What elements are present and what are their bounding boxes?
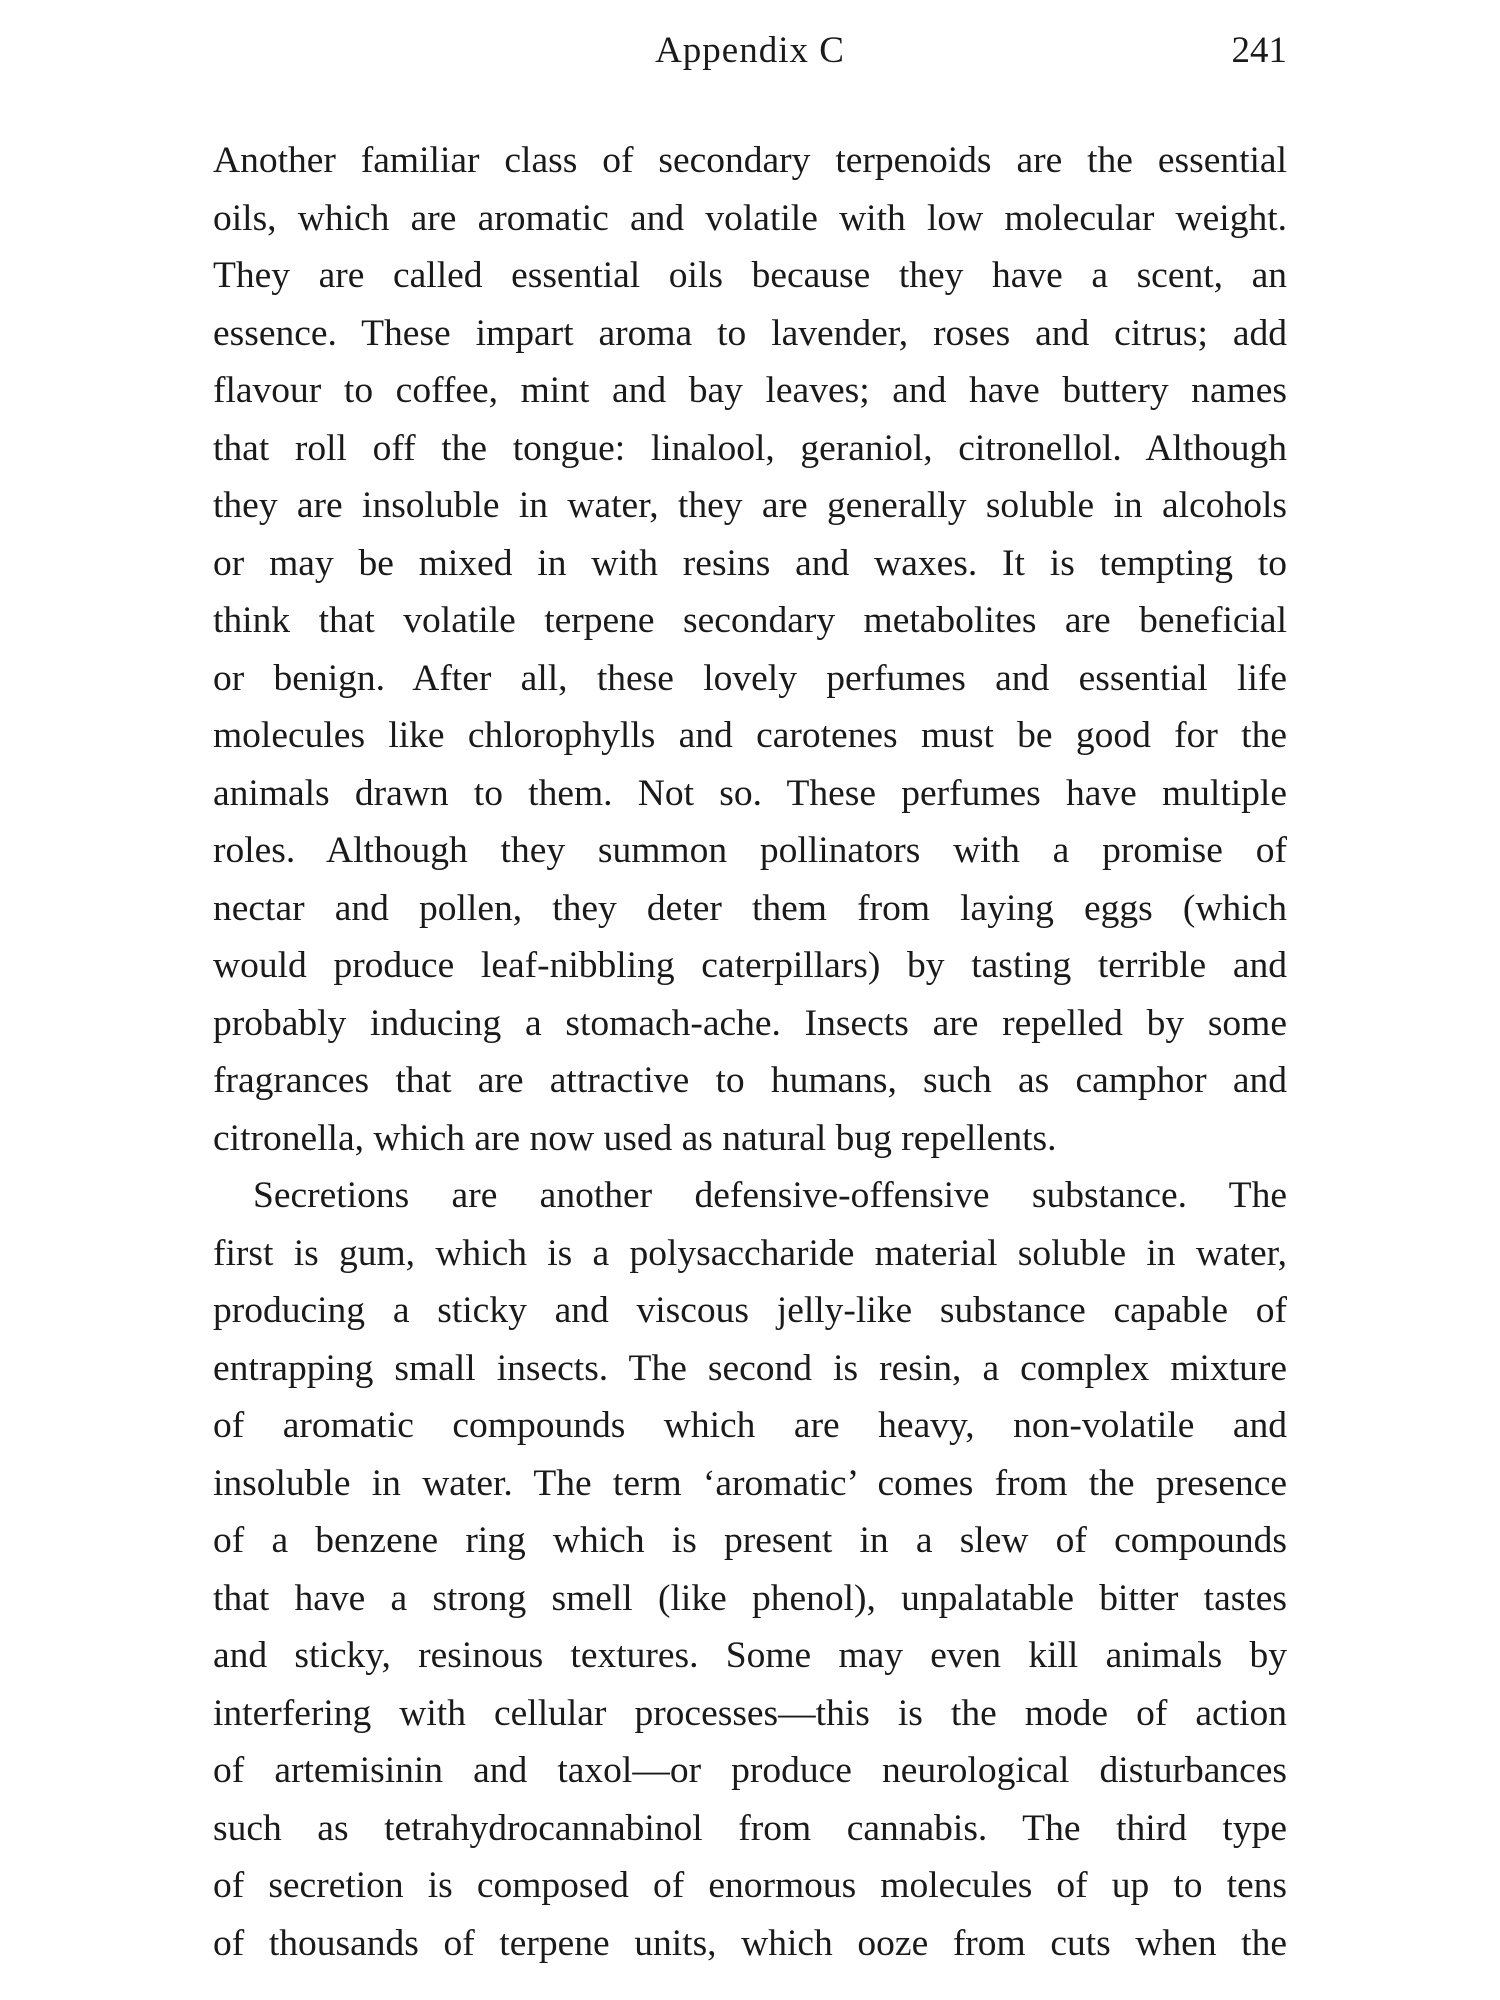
page-number: 241 [1231, 30, 1287, 71]
paragraph-first-line: Secretions are another defensive-offensive substance. The [253, 1175, 1287, 1216]
book-page [213, 0, 1287, 2000]
text-line: animals drawn to them. Not so. These perfumes have multiple [213, 772, 1287, 814]
body-text [213, 132, 1287, 1972]
text-line: essence. These impart aroma to lavender, roses and citrus; add [213, 312, 1287, 354]
text-line: interfering with cellular processes—this is the mode of action [213, 1692, 1287, 1734]
text-line: of secretion is composed of enormous molecules of up to tens [213, 1865, 1287, 1906]
text-line: They are called essential oils because they have a scent, an [213, 255, 1287, 296]
text-line: of aromatic compounds which are heavy, non-volatile and [213, 1405, 1287, 1446]
text-line: or benign. After all, these lovely perfumes and essential life [213, 657, 1287, 699]
text-line: would produce leaf-nibbling caterpillars) by tasting terrible and [213, 945, 1287, 986]
text-line: insoluble in water. The term ‘aromatic’ comes from the presence [213, 1462, 1287, 1504]
text-line: oils, which are aromatic and volatile with low molecular weight. [213, 197, 1287, 239]
running-head [213, 26, 1287, 76]
text-line: flavour to coffee, mint and bay leaves; and have buttery names [213, 370, 1287, 411]
text-line: that have a strong smell (like phenol), unpalatable bitter tastes [213, 1577, 1287, 1619]
text-line: entrapping small insects. The second is resin, a complex mixture [213, 1347, 1287, 1389]
text-line: nectar and pollen, they deter them from laying eggs (which [213, 887, 1287, 929]
text-line: think that volatile terpene secondary metabolites are beneficial [213, 600, 1287, 641]
text-line: producing a sticky and viscous jelly-like substance capable of [213, 1290, 1287, 1331]
text-line: they are insoluble in water, they are generally soluble in alcohols [213, 485, 1287, 526]
text-line: of a benzene ring which is present in a slew of compounds [213, 1520, 1287, 1561]
text-line: and sticky, resinous textures. Some may even kill animals by [213, 1635, 1287, 1676]
text-line: probably inducing a stomach-ache. Insects are repelled by some [213, 1002, 1287, 1044]
running-title: Appendix C [655, 30, 845, 71]
text-line: first is gum, which is a polysaccharide material soluble in water, [213, 1232, 1287, 1274]
text-line: of thousands of terpene units, which ooze from cuts when the [213, 1922, 1287, 1964]
text-line: such as tetrahydrocannabinol from cannabis. The third type [213, 1807, 1287, 1849]
text-line: fragrances that are attractive to humans, such as camphor and [213, 1060, 1287, 1101]
text-line: molecules like chlorophylls and carotenes must be good for the [213, 715, 1287, 756]
text-line: or may be mixed in with resins and waxes. It is tempting to [213, 542, 1287, 584]
text-line: that roll off the tongue: linalool, geraniol, citronellol. Although [213, 427, 1287, 469]
text-line: of artemisinin and taxol—or produce neurological disturbances [213, 1750, 1287, 1791]
text-line: Another familiar class of secondary terpenoids are the essential [213, 140, 1287, 181]
paragraph-last-line: citronella, which are now used as natural bug repellents. [213, 1117, 1057, 1159]
text-line: roles. Although they summon pollinators with a promise of [213, 830, 1287, 871]
